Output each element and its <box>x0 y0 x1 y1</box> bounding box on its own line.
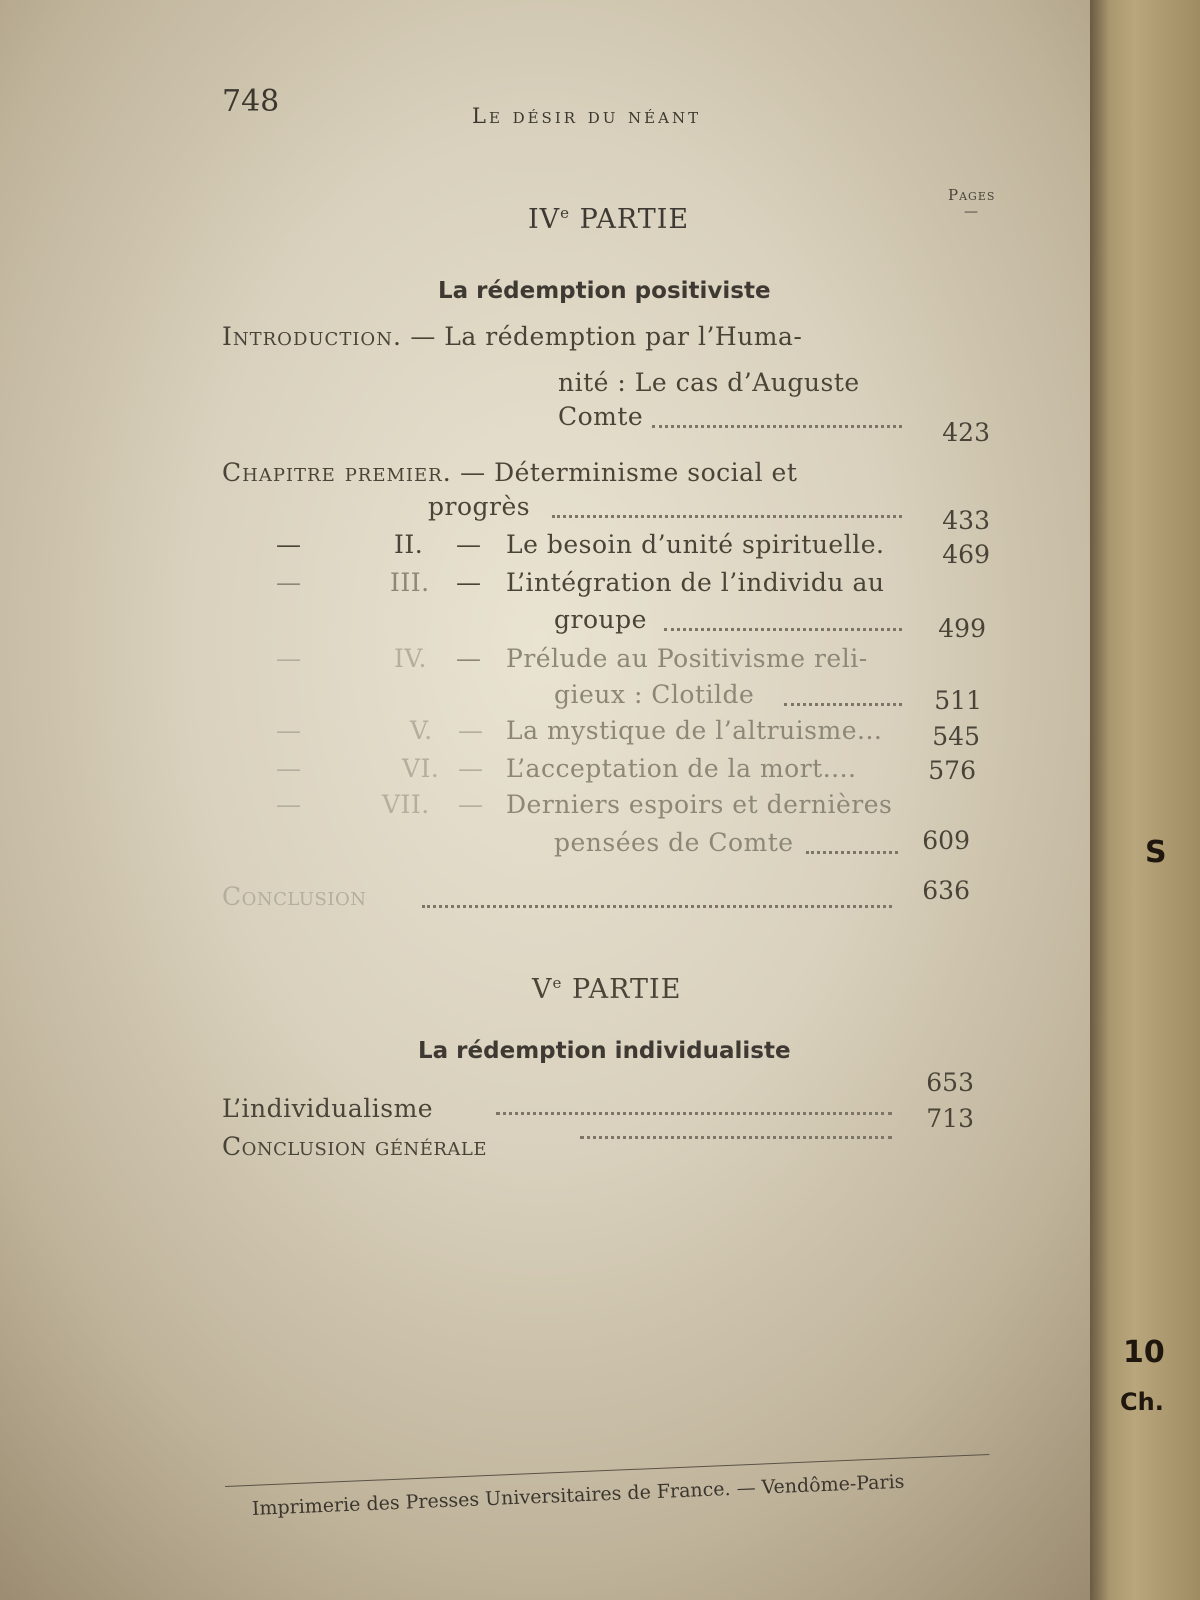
conclusion-page: 636 <box>922 876 970 905</box>
part-iv-roman: IV <box>528 204 561 235</box>
chapter6-sep: — <box>458 754 484 783</box>
chapter3-sep: — <box>456 568 482 597</box>
chapter7-leading-dash: — <box>276 790 302 819</box>
chapter7-leader-dots <box>806 851 898 854</box>
edge-fragment-10: 10 <box>1123 1335 1165 1370</box>
chapter6-page: 576 <box>928 756 976 785</box>
chapter4-page: 511 <box>934 686 982 715</box>
introduction-page: 423 <box>942 418 990 447</box>
part-v-word: PARTIE <box>571 974 682 1005</box>
chapter5-number: V. <box>410 716 433 745</box>
chapter7-line2: pensées de Comte <box>554 828 794 857</box>
chapter6-title: L’acceptation de la mort.... <box>506 754 857 783</box>
introduction-dash: — <box>410 322 436 351</box>
chapter4-number: IV. <box>394 644 428 673</box>
part-v-sup: e <box>552 974 563 992</box>
conclusion-leader-dots <box>422 905 892 908</box>
conclusion-generale-leader-dots <box>580 1136 892 1139</box>
individualisme-leader-dots <box>496 1112 892 1115</box>
introduction-line2: nité : Le cas d’Auguste <box>558 368 860 397</box>
chapter1-label: Chapitre premier. <box>222 458 452 487</box>
chapter1-page: 433 <box>942 506 990 535</box>
part-iv-subtitle: La rédemption positiviste <box>438 278 771 304</box>
chapter1-dash: — <box>460 458 486 487</box>
page-number: 748 <box>222 84 280 119</box>
part-v-roman: V <box>532 974 553 1005</box>
edge-fragment-ch: Ch. <box>1120 1388 1164 1416</box>
pages-label-dash: — <box>964 204 978 220</box>
edge-fragment-s: S <box>1145 835 1167 870</box>
chapter3-line1: L’intégration de l’individu au <box>506 568 885 597</box>
introduction-leader-dots <box>652 425 902 428</box>
chapter6-leading-dash: — <box>276 754 302 783</box>
chapter7-sep: — <box>458 790 484 819</box>
introduction-line3: Comte <box>558 402 644 431</box>
chapter3-number: III. <box>390 568 430 597</box>
chapter3-leader-dots <box>664 628 902 631</box>
chapter1-line2: progrès <box>428 492 531 521</box>
chapter7-number: VII. <box>382 790 430 819</box>
chapter6-number: VI. <box>402 754 440 783</box>
part-v-subtitle: La rédemption individualiste <box>418 1038 791 1064</box>
part-v-title <box>532 974 681 1005</box>
pages-column-label: Pages <box>948 186 996 204</box>
toc-chapter-1 <box>222 458 797 487</box>
chapter5-sep: — <box>458 716 484 745</box>
printer-imprint: Imprimerie des Presses Universitaires de France. — Vendôme-Paris <box>251 1470 905 1520</box>
conclusion-label: Conclusion <box>222 882 367 911</box>
part-iv-sup: e <box>560 204 571 222</box>
conclusion-generale-label: Conclusion générale <box>222 1132 487 1161</box>
chapter5-leading-dash: — <box>276 716 302 745</box>
individualisme-page: 653 <box>926 1068 974 1097</box>
chapter7-line1: Derniers espoirs et dernières <box>506 790 893 819</box>
toc-introduction <box>222 322 802 351</box>
chapter5-title: La mystique de l’altruisme... <box>506 716 883 745</box>
chapter2-leading-dash: — <box>276 530 302 559</box>
chapter2-title: Le besoin d’unité spirituelle. <box>506 530 885 559</box>
running-title: Le désir du néant <box>472 104 702 128</box>
part-iv-title <box>528 204 689 235</box>
chapter4-line2: gieux : Clotilde <box>554 680 755 709</box>
introduction-line1: La rédemption par l’Huma- <box>444 322 803 351</box>
chapter4-leading-dash: — <box>276 644 302 673</box>
chapter3-leading-dash: — <box>276 568 302 597</box>
part-iv-word: PARTIE <box>579 204 690 235</box>
chapter3-line2: groupe <box>554 605 647 634</box>
individualisme-label: L’individualisme <box>222 1094 434 1123</box>
chapter3-page: 499 <box>938 614 986 643</box>
chapter4-line1: Prélude au Positivisme reli- <box>506 644 868 673</box>
chapter2-page: 469 <box>942 540 990 569</box>
chapter2-number: II. <box>394 530 424 559</box>
chapter1-line1: Déterminisme social et <box>494 458 798 487</box>
chapter4-leader-dots <box>784 703 902 706</box>
chapter4-sep: — <box>456 644 482 673</box>
introduction-label: Introduction. <box>222 322 402 351</box>
conclusion-generale-page: 713 <box>926 1104 974 1133</box>
chapter2-sep: — <box>456 530 482 559</box>
chapter1-leader-dots <box>552 515 902 518</box>
chapter7-page: 609 <box>922 826 970 855</box>
adjacent-page-edge <box>1090 0 1200 1600</box>
chapter5-page: 545 <box>932 722 980 751</box>
